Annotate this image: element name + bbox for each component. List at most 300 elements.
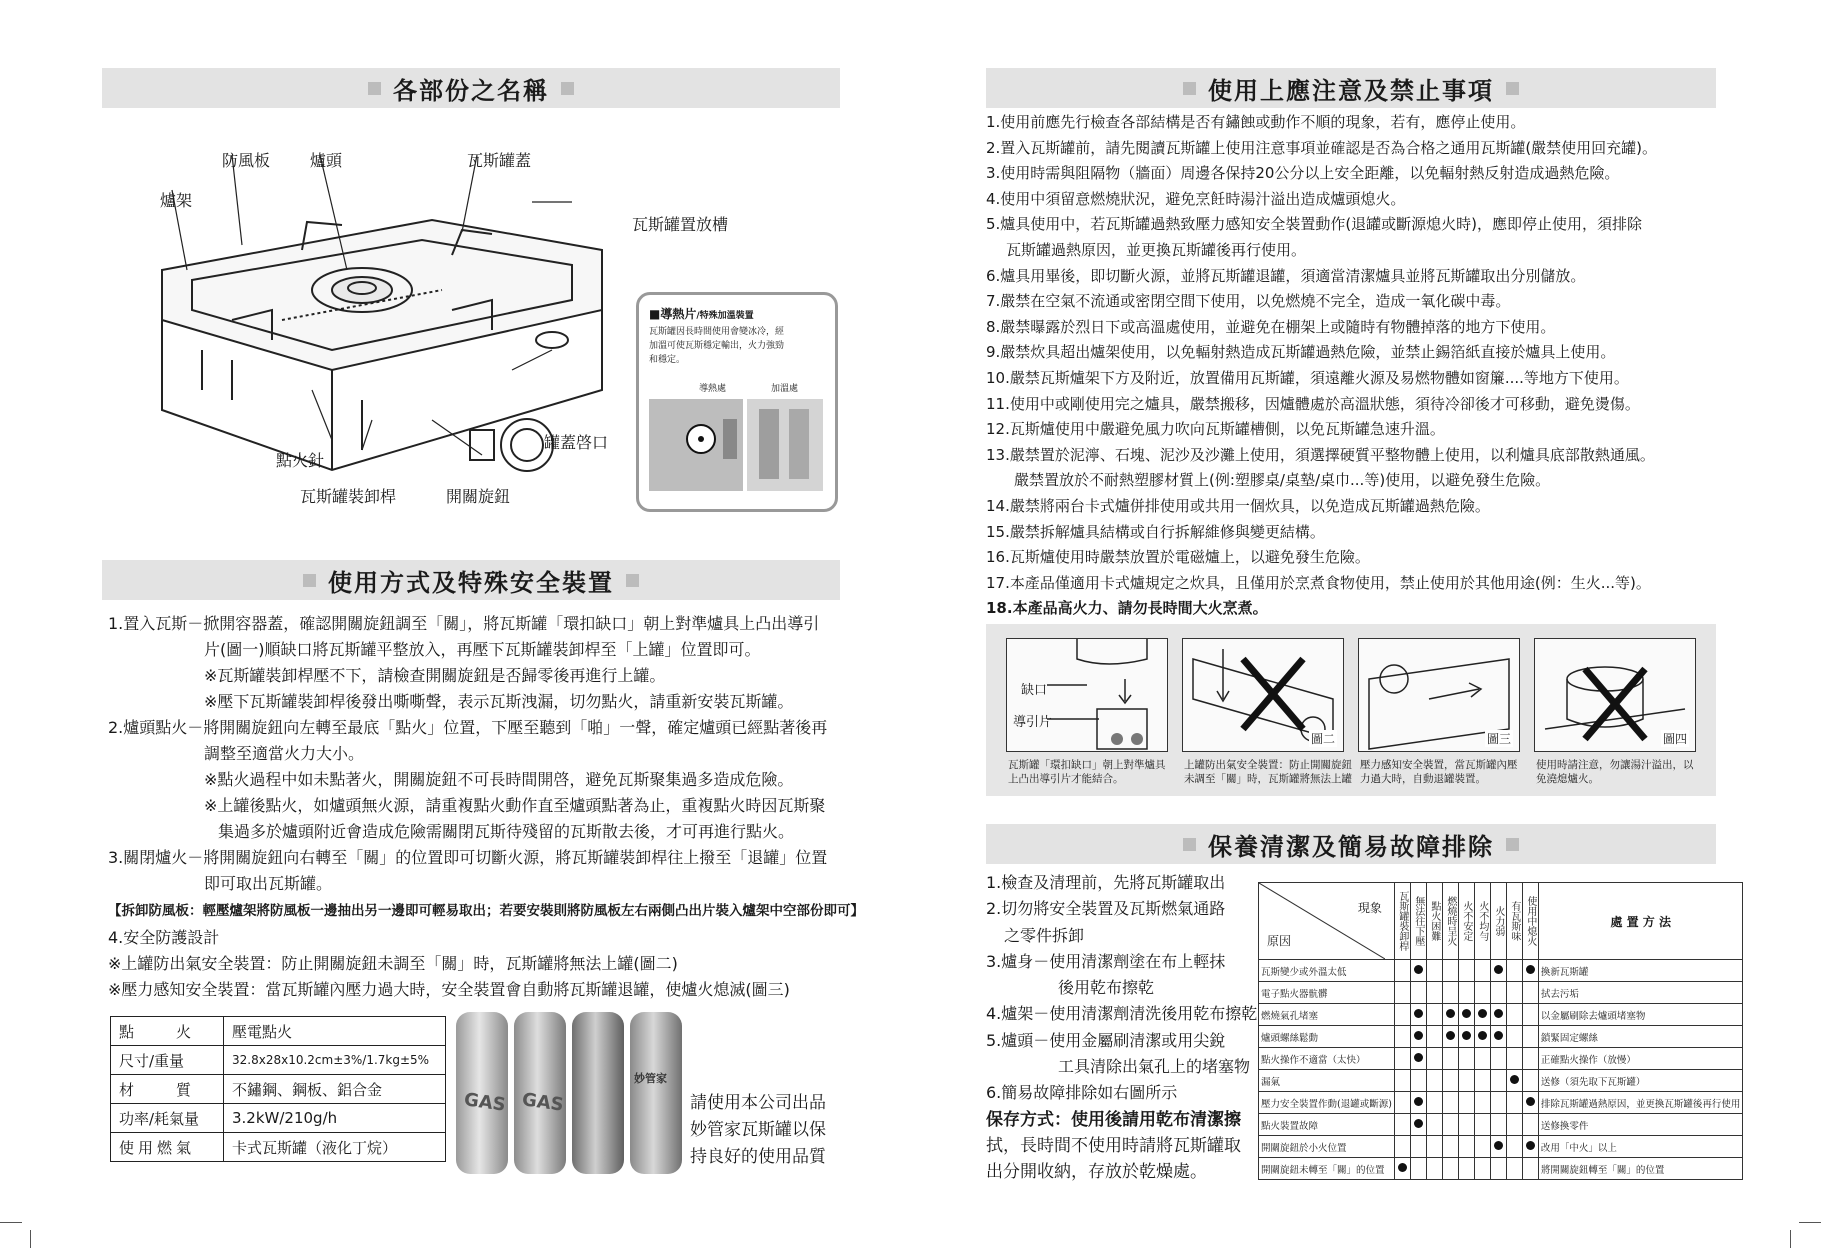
fault-mark-cell bbox=[1458, 1136, 1474, 1158]
maint-item: 4.爐架－使用清潔劑清洗後用乾布擦乾 bbox=[986, 1004, 1258, 1024]
symptom-col bbox=[1474, 883, 1490, 960]
maint-item-cont: 之零件拆卸 bbox=[1004, 925, 1085, 945]
fault-mark-cell bbox=[1458, 1070, 1474, 1092]
fault-mark-cell bbox=[1522, 1048, 1538, 1070]
caution-item-cont: 嚴禁置放於不耐熱塑膠材質上(例:塑膠桌/桌墊/桌巾...等)使用，以避免發生危險。 bbox=[1014, 471, 1551, 490]
spec-value: 卡式瓦斯罐（液化丁烷） bbox=[224, 1133, 446, 1162]
usage-note: ※點火過程中如未點著火，開關旋鈕不可長時間開啓，避免瓦斯聚集過多造成危險。 bbox=[204, 770, 794, 789]
fault-mark-cell bbox=[1458, 1004, 1474, 1026]
usage-note: ※瓦斯罐裝卸桿壓不下，請檢查開關旋鈕是否歸零後再進行上罐。 bbox=[204, 666, 666, 685]
fault-mark-cell bbox=[1410, 1070, 1426, 1092]
fault-mark-cell bbox=[1458, 1092, 1474, 1114]
symptom-col bbox=[1506, 883, 1522, 960]
spec-value: 3.2kW/210g/h bbox=[224, 1104, 446, 1133]
fault-row bbox=[1259, 1026, 1743, 1048]
maint-item: 1.檢查及清理前，先將瓦斯罐取出 bbox=[986, 873, 1226, 892]
maint-item: 2.切勿將安全裝置及瓦斯燃氣通路 bbox=[986, 899, 1226, 919]
fault-mark-cell bbox=[1490, 1026, 1506, 1048]
dot-icon bbox=[1526, 1141, 1535, 1150]
symptom-label: 有瓦斯味 bbox=[1508, 901, 1520, 941]
fault-mark-cell bbox=[1506, 1004, 1522, 1026]
fault-fix: 以金屬刷除去爐頭堵塞物 bbox=[1538, 1004, 1743, 1026]
fault-mark-cell bbox=[1394, 1004, 1410, 1026]
header-fix: 處 置 方 法 bbox=[1538, 883, 1743, 960]
symptom-label: 火力弱 bbox=[1492, 906, 1504, 936]
fault-mark-cell bbox=[1426, 960, 1442, 982]
caution-item: 18.本產品高火力、請勿長時間大火烹煮。 bbox=[986, 599, 1268, 618]
fault-cause: 開關旋鈕未轉至「關」的位置 bbox=[1259, 1158, 1395, 1180]
fault-cause: 瓦斯變少或外溫太低 bbox=[1259, 960, 1395, 982]
fault-mark-cell bbox=[1522, 982, 1538, 1004]
usage-step-2-cont: 調整至適當火力大小。 bbox=[204, 744, 365, 763]
fault-mark-cell bbox=[1442, 1114, 1458, 1136]
fault-mark-cell bbox=[1474, 1048, 1490, 1070]
header-cause: 原因 bbox=[1267, 934, 1292, 948]
fault-mark-cell bbox=[1506, 1048, 1522, 1070]
storage-note: 保存方式：使用後請用乾布清潔擦 bbox=[986, 1109, 1241, 1130]
maint-item-cont: 後用乾布擦乾 bbox=[1058, 978, 1155, 998]
spec-key: 點 火 bbox=[111, 1017, 224, 1046]
usage-step-2: 2.爐頭點火－將開關旋鈕向左轉至最底「點火」位置，下壓至聽到「啪」一聲，確定爐頭已經點著後再 bbox=[108, 718, 828, 737]
caution-item: 2.置入瓦斯罐前，請先閱讀瓦斯罐上使用注意事項並確認是否為合格之通用瓦斯罐(嚴禁使用回充罐)。 bbox=[986, 138, 1658, 157]
caption-line: 未調至「關」時，瓦斯罐將無法上罐 bbox=[1184, 773, 1352, 785]
caution-item: 16.瓦斯爐使用時嚴禁放置於電磁爐上，以避免發生危險。 bbox=[986, 548, 1370, 567]
fault-mark-cell bbox=[1426, 1070, 1442, 1092]
caution-item: 11.使用中或剛使用完之爐具，嚴禁搬移，因爐體處於高溫狀態，須待冷卻後才可移動，避免燙傷。 bbox=[986, 394, 1640, 413]
symptom-col bbox=[1426, 883, 1442, 960]
usage-step-3-cont: 即可取出瓦斯罐。 bbox=[204, 874, 333, 893]
fault-mark-cell bbox=[1442, 1048, 1458, 1070]
fault-mark-cell bbox=[1410, 1092, 1426, 1114]
fault-mark-cell bbox=[1458, 1114, 1474, 1136]
caution-item: 1.使用前應先行檢查各部結構是否有鏽蝕或動作不順的現象，若有，應停止使用。 bbox=[986, 113, 1526, 131]
gas-cover-label: 瓦斯罐蓋 bbox=[467, 151, 532, 170]
fault-cause: 點火裝置故障 bbox=[1259, 1114, 1395, 1136]
fault-row bbox=[1259, 960, 1743, 982]
fault-mark-cell bbox=[1506, 1092, 1522, 1114]
fault-mark-cell bbox=[1506, 1158, 1522, 1180]
fault-mark-cell bbox=[1490, 960, 1506, 982]
safety-item: ※上罐防出氣安全裝置：防止開關旋鈕未調至「關」時，瓦斯罐將無法上罐(圖二) bbox=[108, 954, 678, 973]
fault-fix: 正確點火操作（放慢） bbox=[1538, 1048, 1743, 1070]
fault-fix: 送修換零件 bbox=[1538, 1114, 1743, 1136]
fault-mark-cell bbox=[1410, 1114, 1426, 1136]
fault-mark-cell bbox=[1474, 1158, 1490, 1180]
square-bullet-icon bbox=[1506, 838, 1519, 851]
fault-fix: 拭去污垢 bbox=[1538, 982, 1743, 1004]
figure-2-caption bbox=[1184, 758, 1352, 786]
fault-mark-cell bbox=[1394, 1048, 1410, 1070]
dot-icon bbox=[1414, 1119, 1423, 1128]
fig1-label-notch: 缺口 bbox=[1021, 683, 1048, 698]
fig4-tag: 圖四 bbox=[1662, 732, 1687, 746]
fault-mark-cell bbox=[1442, 1004, 1458, 1026]
heat-conductor-inset bbox=[636, 292, 838, 512]
spec-row bbox=[111, 1017, 446, 1046]
spec-value: 32.8x28x10.2cm±3%/1.7kg±5% bbox=[224, 1046, 446, 1075]
caution-item: 14.嚴禁將兩台卡式爐併排使用或共用一個炊具，以免造成瓦斯罐過熱危險。 bbox=[986, 496, 1490, 515]
fault-mark-cell bbox=[1474, 982, 1490, 1004]
fault-mark-cell bbox=[1458, 982, 1474, 1004]
fault-mark-cell bbox=[1506, 1070, 1522, 1092]
gas-can-image bbox=[572, 1012, 624, 1174]
usage-note: ※上罐後點火，如爐頭無火源，請重複點火動作直至爐頭點著為止，重複點火時因瓦斯聚 bbox=[204, 796, 826, 815]
caption-line: 壓力感知安全裝置，當瓦斯罐內壓 bbox=[1360, 759, 1518, 771]
can-lever-label: 瓦斯罐裝卸桿 bbox=[300, 487, 397, 506]
fault-mark-cell bbox=[1426, 1092, 1442, 1114]
caption-line: 上凸出導引片才能結合。 bbox=[1008, 773, 1124, 785]
fault-mark-cell bbox=[1474, 1114, 1490, 1136]
symptom-label: 燃燒時呈火 bbox=[1444, 896, 1456, 946]
fault-mark-cell bbox=[1522, 1114, 1538, 1136]
fault-mark-cell bbox=[1394, 1026, 1410, 1048]
igniter-label: 點火針 bbox=[276, 451, 325, 470]
fault-cause: 電子點火器骯髒 bbox=[1259, 982, 1395, 1004]
fault-mark-cell bbox=[1490, 982, 1506, 1004]
fault-mark-cell bbox=[1490, 1048, 1506, 1070]
fault-mark-cell bbox=[1394, 1070, 1410, 1092]
caution-item: 13.嚴禁置於泥濘、石塊、泥沙及沙灘上使用，須選擇硬質平整物體上使用，以利爐具底部散熱通風。 bbox=[986, 445, 1655, 464]
fault-fix: 排除瓦斯罐過熱原因，並更換瓦斯罐後再行使用 bbox=[1538, 1092, 1743, 1114]
symptom-label: 無法往下壓 bbox=[1412, 896, 1424, 946]
promo-line: 持良好的使用品質 bbox=[690, 1147, 826, 1167]
fault-mark-cell bbox=[1394, 960, 1410, 982]
caution-item: 3.使用時需與阻隔物（牆面）周邊各保持20公分以上安全距離，以免輻射熱反射造成過熱危險。 bbox=[986, 164, 1620, 183]
gas-can-image bbox=[514, 1012, 566, 1174]
wind-shield-label: 防風板 bbox=[222, 151, 271, 170]
spec-row bbox=[111, 1133, 446, 1162]
figure-3-panel bbox=[1358, 638, 1520, 752]
fault-mark-cell bbox=[1426, 1004, 1442, 1026]
fault-mark-cell bbox=[1506, 1026, 1522, 1048]
parts-title: 各部份之名稱 bbox=[393, 76, 549, 105]
fault-mark-cell bbox=[1458, 960, 1474, 982]
fault-mark-cell bbox=[1490, 1158, 1506, 1180]
caution-list bbox=[986, 110, 1657, 622]
fault-row bbox=[1259, 1004, 1743, 1026]
dot-icon bbox=[1446, 1031, 1455, 1040]
fault-mark-cell bbox=[1442, 1136, 1458, 1158]
spec-key: 功率/耗氣量 bbox=[111, 1104, 224, 1133]
fault-mark-cell bbox=[1474, 1004, 1490, 1026]
dot-icon bbox=[1414, 965, 1423, 974]
header-symptom: 現象 bbox=[1357, 901, 1382, 915]
square-bullet-icon bbox=[1506, 82, 1519, 95]
fault-mark-cell bbox=[1522, 1136, 1538, 1158]
dot-icon bbox=[1478, 1009, 1487, 1018]
inset-label-a: 導熱處 bbox=[699, 384, 727, 394]
fault-mark-cell bbox=[1410, 1158, 1426, 1180]
usage-step-1: 1.置入瓦斯－掀開容器蓋，確認開關旋鈕調至「關」，將瓦斯罐「環扣缺口」朝上對準爐具上凸出導引 bbox=[108, 614, 820, 633]
dot-icon bbox=[1494, 1031, 1503, 1040]
symptom-label: 火不安定 bbox=[1460, 901, 1472, 941]
dot-icon bbox=[1414, 1053, 1423, 1062]
dot-icon bbox=[1462, 1031, 1471, 1040]
cover-opener-label: 罐蓋啓口 bbox=[544, 433, 609, 452]
spec-table bbox=[110, 1016, 446, 1162]
fault-mark-cell bbox=[1522, 960, 1538, 982]
caution-item: 6.爐具用畢後，即切斷火源，並將瓦斯罐退罐，須適當清潔爐具並將瓦斯罐取出分別儲放。 bbox=[986, 266, 1586, 285]
inset-line: 加溫可使瓦斯穩定輸出，火力強勁 bbox=[649, 341, 785, 351]
usage-note-cont: 集過多於爐頭附近會造成危險需關閉瓦斯待殘留的瓦斯散去後，才可再進行點火。 bbox=[218, 822, 795, 841]
symptom-col bbox=[1410, 883, 1426, 960]
fault-mark-cell bbox=[1394, 1136, 1410, 1158]
safety-heading: 4.安全防護設計 bbox=[108, 928, 220, 947]
caption-line: 使用時請注意，勿讓湯汁溢出，以 bbox=[1536, 759, 1694, 771]
fault-mark-cell bbox=[1442, 1158, 1458, 1180]
fault-mark-cell bbox=[1410, 982, 1426, 1004]
symptom-col bbox=[1490, 883, 1506, 960]
figure-3-caption bbox=[1360, 758, 1518, 786]
spec-row bbox=[111, 1075, 446, 1104]
fig3-tag: 圖三 bbox=[1486, 732, 1511, 746]
fault-mark-cell bbox=[1522, 1158, 1538, 1180]
fault-header-corner bbox=[1259, 883, 1395, 960]
fault-row bbox=[1259, 1048, 1743, 1070]
can-slot-label: 瓦斯罐置放槽 bbox=[632, 215, 729, 234]
fault-mark-cell bbox=[1458, 1158, 1474, 1180]
fault-mark-cell bbox=[1522, 1004, 1538, 1026]
fault-mark-cell bbox=[1442, 982, 1458, 1004]
fault-mark-cell bbox=[1442, 1092, 1458, 1114]
usage-note: ※壓下瓦斯罐裝卸桿後發出嘶嘶聲，表示瓦斯洩漏，切勿點火，請重新安裝瓦斯罐。 bbox=[204, 692, 794, 711]
dot-icon bbox=[1446, 1009, 1455, 1018]
figure-1-caption bbox=[1008, 758, 1166, 786]
spec-row bbox=[111, 1104, 446, 1133]
fault-mark-cell bbox=[1426, 1136, 1442, 1158]
usage-step-3: 3.關閉爐火－將開關旋鈕向右轉至「關」的位置即可切斷火源，將瓦斯罐裝卸桿往上撥至「退罐」位置 bbox=[108, 848, 828, 867]
fault-mark-cell bbox=[1410, 960, 1426, 982]
square-bullet-icon bbox=[368, 82, 381, 95]
fault-mark-cell bbox=[1442, 1070, 1458, 1092]
symptom-label: 火不均勻 bbox=[1476, 901, 1488, 941]
fig1-label-guide: 導引片 bbox=[1013, 715, 1053, 730]
dot-icon bbox=[1526, 1097, 1535, 1106]
fault-mark-cell bbox=[1506, 1114, 1522, 1136]
fault-cause: 開關旋鈕於小火位置 bbox=[1259, 1136, 1395, 1158]
maint-section-header bbox=[986, 824, 1716, 864]
fault-mark-cell bbox=[1474, 1070, 1490, 1092]
fault-mark-cell bbox=[1426, 1026, 1442, 1048]
parts-section-header bbox=[102, 68, 840, 108]
fault-mark-cell bbox=[1490, 1136, 1506, 1158]
fault-row bbox=[1259, 982, 1743, 1004]
crop-mark bbox=[30, 1230, 31, 1248]
dot-icon bbox=[1494, 1141, 1503, 1150]
caution-title: 使用上應注意及禁止事項 bbox=[1208, 76, 1494, 105]
fault-row bbox=[1259, 1092, 1743, 1114]
inset-title: ■導熱片 bbox=[649, 307, 697, 321]
fig2-tag: 圖二 bbox=[1310, 732, 1335, 746]
gas-can-label: GAS bbox=[520, 1089, 565, 1116]
fault-mark-cell bbox=[1394, 1158, 1410, 1180]
caution-item: 15.嚴禁拆解爐具結構或自行拆解維修與變更結構。 bbox=[986, 522, 1325, 541]
fault-mark-cell bbox=[1442, 1026, 1458, 1048]
fault-mark-cell bbox=[1394, 982, 1410, 1004]
fault-mark-cell bbox=[1410, 1004, 1426, 1026]
square-bullet-icon bbox=[303, 574, 316, 587]
safety-item: ※壓力感知安全裝置：當瓦斯罐內壓力過大時，安全裝置會自動將瓦斯罐退罐，使爐火熄滅(圖三) bbox=[108, 980, 790, 999]
dot-icon bbox=[1478, 1031, 1487, 1040]
caption-line: 免澆熄爐火。 bbox=[1536, 773, 1599, 785]
spec-value: 壓電點火 bbox=[224, 1017, 446, 1046]
fault-mark-cell bbox=[1426, 982, 1442, 1004]
burner-label: 爐頭 bbox=[310, 151, 343, 170]
gas-can-image bbox=[456, 1012, 508, 1174]
caution-item: 9.嚴禁炊具超出爐架使用，以免輻射熱造成瓦斯罐過熱危險，並禁止錫箔紙直接於爐具上使用。 bbox=[986, 343, 1616, 362]
dot-icon bbox=[1526, 965, 1535, 974]
spec-row bbox=[111, 1046, 446, 1075]
figure-1-panel bbox=[1006, 638, 1168, 752]
maint-title: 保養清潔及簡易故障排除 bbox=[1208, 832, 1494, 861]
crop-mark bbox=[1790, 1230, 1791, 1248]
crop-mark bbox=[1799, 1222, 1821, 1223]
windshield-note: 【拆卸防風板：輕壓爐架將防風板一邊抽出另一邊即可輕易取出；若要安裝則將防風板左右兩側凸出片裝入爐架中空部份即可】 bbox=[108, 903, 864, 919]
fault-fix: 改用「中火」以上 bbox=[1538, 1136, 1743, 1158]
maint-item-cont: 工具清除出氣孔上的堵塞物 bbox=[1058, 1057, 1251, 1077]
caution-item-cont: 瓦斯罐過熱原因，並更換瓦斯罐後再行使用。 bbox=[1006, 240, 1307, 259]
promo-line: 妙管家瓦斯罐以保 bbox=[690, 1120, 826, 1140]
inset-subtitle: /特殊加溫裝置 bbox=[696, 311, 754, 321]
promo-text bbox=[690, 1090, 826, 1171]
figure-4-caption bbox=[1536, 758, 1694, 786]
gas-can-image bbox=[630, 1012, 682, 1174]
fault-mark-cell bbox=[1490, 1114, 1506, 1136]
fault-mark-cell bbox=[1506, 960, 1522, 982]
caption-line: 瓦斯罐「環扣缺口」朝上對準爐具 bbox=[1008, 759, 1166, 771]
figure-4-panel bbox=[1534, 638, 1696, 752]
storage-note: 拭，長時間不使用時請將瓦斯罐取 bbox=[986, 1135, 1241, 1156]
crop-mark bbox=[0, 1222, 22, 1223]
symptom-col bbox=[1522, 883, 1538, 960]
usage-step-1-cont: 片(圖一)順缺口將瓦斯罐平整放入，再壓下瓦斯罐裝卸桿至「上罐」位置即可。 bbox=[204, 640, 761, 659]
spec-key: 材 質 bbox=[111, 1075, 224, 1104]
fault-table bbox=[1258, 882, 1743, 1180]
fault-fix: 將開關旋鈕轉至「關」的位置 bbox=[1538, 1158, 1743, 1180]
square-bullet-icon bbox=[1183, 838, 1196, 851]
fault-mark-cell bbox=[1410, 1136, 1426, 1158]
switch-knob-label: 開關旋鈕 bbox=[446, 487, 511, 506]
caution-item: 4.使用中須留意燃燒狀況，避免烹飪時湯汁溢出造成爐頭熄火。 bbox=[986, 189, 1406, 208]
usage-section-header bbox=[102, 560, 840, 600]
fault-mark-cell bbox=[1474, 1136, 1490, 1158]
fault-mark-cell bbox=[1442, 960, 1458, 982]
pot-rack-label: 爐架 bbox=[160, 191, 193, 210]
caution-item: 17.本產品僅適用卡式爐規定之炊具，且僅用於烹煮食物使用，禁止使用於其他用途(例：生火...等)。 bbox=[986, 573, 1651, 592]
fault-mark-cell bbox=[1522, 1070, 1538, 1092]
usage-title: 使用方式及特殊安全裝置 bbox=[328, 568, 614, 597]
maint-item: 3.爐身－使用清潔劑塗在布上輕抹 bbox=[986, 951, 1226, 971]
symptom-col bbox=[1442, 883, 1458, 960]
maint-list bbox=[986, 870, 1257, 1186]
fault-fix: 換新瓦斯罐 bbox=[1538, 960, 1743, 982]
fault-cause: 燃燒氣孔堵塞 bbox=[1259, 1004, 1395, 1026]
spec-value: 不鏽鋼、鋼板、鋁合金 bbox=[224, 1075, 446, 1104]
fault-cause: 點火操作不適當（太快） bbox=[1259, 1048, 1395, 1070]
fault-mark-cell bbox=[1458, 1026, 1474, 1048]
spec-key: 尺寸/重量 bbox=[111, 1046, 224, 1075]
fault-fix: 鎖緊固定螺絲 bbox=[1538, 1026, 1743, 1048]
fault-mark-cell bbox=[1394, 1092, 1410, 1114]
fault-row bbox=[1259, 1136, 1743, 1158]
inset-photo bbox=[649, 399, 823, 491]
fault-mark-cell bbox=[1458, 1048, 1474, 1070]
maint-item: 6.簡易故障排除如右圖所示 bbox=[986, 1083, 1178, 1103]
fault-row bbox=[1259, 1114, 1743, 1136]
caution-item: 10.嚴禁瓦斯爐架下方及附近，放置備用瓦斯罐，須遠離火源及易燃物體如窗簾....等地方下使用。 bbox=[986, 368, 1629, 387]
symptom-label: 瓦斯罐裝卸桿 bbox=[1396, 891, 1408, 951]
inset-line: 瓦斯罐因長時間使用會變冰冷，經 bbox=[649, 327, 785, 337]
fault-mark-cell bbox=[1522, 1026, 1538, 1048]
dot-icon bbox=[1494, 1009, 1503, 1018]
stove-diagram bbox=[132, 150, 692, 510]
fault-cause: 漏氣 bbox=[1259, 1070, 1395, 1092]
inset-line: 和穩定。 bbox=[649, 355, 686, 365]
fault-mark-cell bbox=[1506, 1136, 1522, 1158]
fault-mark-cell bbox=[1474, 960, 1490, 982]
caption-line: 上罐防出氣安全裝置：防止開關旋鈕 bbox=[1184, 759, 1352, 771]
fault-mark-cell bbox=[1522, 1092, 1538, 1114]
symptom-label: 使用中熄火 bbox=[1524, 896, 1536, 946]
caption-line: 力過大時，自動退罐裝置。 bbox=[1360, 773, 1486, 785]
gas-can-label: GAS bbox=[462, 1089, 507, 1116]
dot-icon bbox=[1510, 1075, 1519, 1084]
dot-icon bbox=[1398, 1163, 1407, 1172]
fault-cause: 爐頭螺絲鬆動 bbox=[1259, 1026, 1395, 1048]
fault-header-row bbox=[1259, 883, 1743, 960]
fault-mark-cell bbox=[1474, 1026, 1490, 1048]
inset-label-b: 加溫處 bbox=[771, 384, 799, 394]
fault-table-body bbox=[1259, 960, 1743, 1180]
gas-can-label: 妙管家 bbox=[634, 1072, 667, 1085]
fault-row bbox=[1259, 1070, 1743, 1092]
symptom-col bbox=[1458, 883, 1474, 960]
dot-icon bbox=[1414, 1009, 1423, 1018]
dot-icon bbox=[1414, 1097, 1423, 1106]
spec-key: 使用燃氣 bbox=[111, 1133, 224, 1162]
caution-section-header bbox=[986, 68, 1716, 108]
fault-mark-cell bbox=[1490, 1004, 1506, 1026]
inset-description bbox=[649, 325, 784, 367]
fault-mark-cell bbox=[1490, 1092, 1506, 1114]
square-bullet-icon bbox=[561, 82, 574, 95]
fault-mark-cell bbox=[1426, 1048, 1442, 1070]
fault-mark-cell bbox=[1474, 1092, 1490, 1114]
dot-icon bbox=[1462, 1009, 1471, 1018]
caution-item: 7.嚴禁在空氣不流通或密閉空間下使用，以免燃燒不完全，造成一氧化碳中毒。 bbox=[986, 292, 1511, 311]
fault-fix: 送修（須先取下瓦斯罐） bbox=[1538, 1070, 1743, 1092]
fault-mark-cell bbox=[1426, 1114, 1442, 1136]
fault-row bbox=[1259, 1158, 1743, 1180]
dot-icon bbox=[1414, 1031, 1423, 1040]
fault-mark-cell bbox=[1394, 1114, 1410, 1136]
fault-mark-cell bbox=[1410, 1048, 1426, 1070]
fault-mark-cell bbox=[1506, 982, 1522, 1004]
symptom-col bbox=[1394, 883, 1410, 960]
symptom-label: 點火困難 bbox=[1428, 901, 1440, 941]
caution-item: 12.瓦斯爐使用中嚴避免風力吹向瓦斯罐槽側，以免瓦斯罐急速升溫。 bbox=[986, 420, 1445, 439]
fault-mark-cell bbox=[1426, 1158, 1442, 1180]
fault-mark-cell bbox=[1490, 1070, 1506, 1092]
figure-2-panel bbox=[1182, 638, 1344, 752]
fault-cause: 壓力安全裝置作動(退罐或斷源) bbox=[1259, 1092, 1395, 1114]
storage-note: 出分開收納，存放於乾燥處。 bbox=[986, 1162, 1207, 1183]
maint-item: 5.爐頭－使用金屬刷清潔或用尖銳 bbox=[986, 1030, 1226, 1050]
fault-mark-cell bbox=[1410, 1026, 1426, 1048]
square-bullet-icon bbox=[1183, 82, 1196, 95]
caution-item: 8.嚴禁曝露於烈日下或高溫處使用，並避免在棚架上或隨時有物體掉落的地方下使用。 bbox=[986, 317, 1556, 336]
square-bullet-icon bbox=[626, 574, 639, 587]
